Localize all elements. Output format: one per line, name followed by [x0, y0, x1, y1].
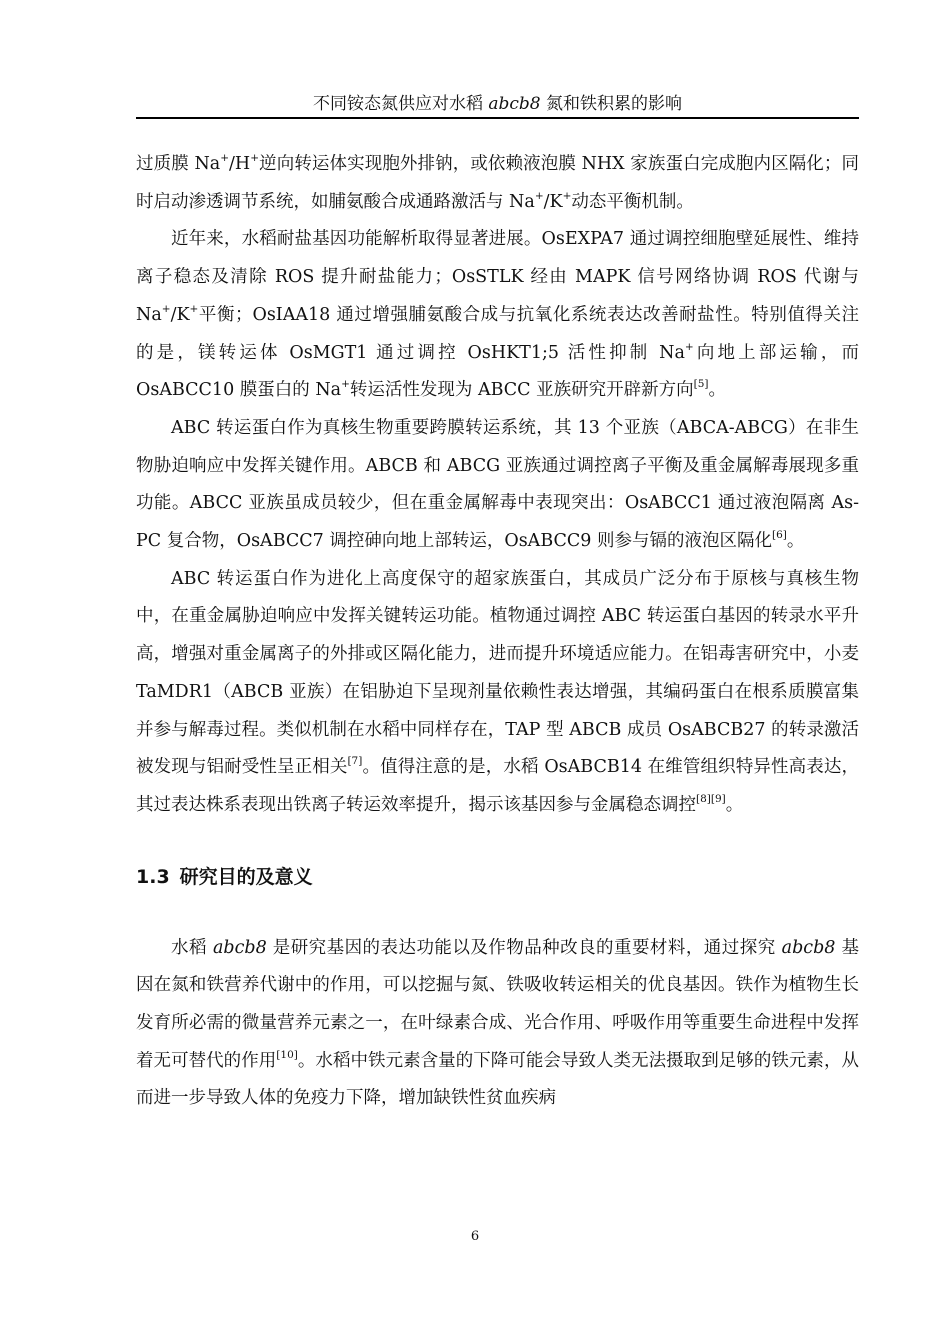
- text: 动态平衡机制。: [571, 191, 694, 212]
- gene-name: abcb8: [212, 937, 267, 958]
- text: /K: [170, 304, 190, 325]
- gene-name: abcb8: [781, 937, 836, 958]
- superscript: +: [684, 340, 694, 353]
- paragraph-4: [136, 561, 859, 825]
- citation: [7]: [347, 755, 363, 768]
- section-number: 1.3: [136, 865, 170, 888]
- superscript: +: [220, 152, 230, 165]
- section-heading: [136, 862, 859, 892]
- section-title: 研究目的及意义: [179, 865, 313, 888]
- text: 。: [708, 380, 726, 401]
- header-title-suffix: 氮和铁积累的影响: [540, 94, 683, 114]
- superscript: +: [189, 302, 199, 315]
- text: 。值得注意的是，水稻 OsABCB14 在维管组织特异性高表达，其过表达株系表现出铁离子转运效率提升，揭示该基因参与金属稳态调控: [136, 757, 860, 815]
- text: 水稻: [171, 937, 213, 958]
- paragraph-3: [136, 410, 859, 561]
- citation: [10]: [276, 1048, 298, 1061]
- page-number: 6: [470, 1229, 480, 1244]
- citation: [8][9]: [696, 793, 726, 806]
- header-title-prefix: 不同铵态氮供应对水稻: [312, 94, 489, 114]
- citation: [6]: [771, 529, 787, 542]
- text: 。: [786, 531, 805, 552]
- text: 基因在氮和铁营养代谢中的作用，可以挖掘与氮、铁吸收转运相关的优良基因。铁作为植物生长发育所必需的微量营养元素之一，在叶绿素合成、光合作用、呼吸作用等重要生命进程中发挥着无可替代的作用: [136, 937, 859, 1071]
- superscript: +: [534, 189, 544, 202]
- text: 是研究基因的表达功能以及作物品种改良的重要材料，通过探究: [266, 937, 782, 958]
- text: 。: [725, 794, 744, 815]
- text: /H: [229, 154, 251, 174]
- text: 逆向转运体实现胞外排钠，或依赖液泡膜 NHX 家族蛋白完成胞内区隔化；同时启动渗透调节系统，如脯氨酸合成通路激活与 Na: [136, 154, 860, 212]
- text: 向地上部运输，而 OsABCC10 膜蛋白的 Na: [136, 342, 859, 401]
- text: ABC 转运蛋白作为真核生物重要跨膜转运系统，其 13 个亚族（ABCA-ABCG）在非生物胁迫响应中发挥关键作用。ABCB 和 ABCG 亚族通过调控离子平衡及重金属解毒展现多重功能。ABCC 亚族虽成员较少，但在重金属解毒中表现突出：OsABCC1 通过液泡隔离 As-PC 复合物，OsABCC7 调控砷向地上部转运，OsABCC9 则参与镉的液泡区隔化: [136, 417, 859, 552]
- paragraph-1: [136, 146, 859, 221]
- text: 平衡；OsIAA18 通过增强脯氨酸合成与抗氧化系统表达改善耐盐性。特别值得关注的是，镁转运体 OsMGT1 通过调控 OsHKT1;5 活性抑制 Na: [136, 304, 859, 363]
- text: 过质膜 Na: [136, 154, 221, 174]
- page-body: [136, 146, 859, 1118]
- superscript: +: [562, 189, 572, 202]
- running-header: [136, 92, 859, 116]
- paragraph-2: [136, 221, 859, 410]
- superscript: +: [341, 378, 350, 391]
- text: 。水稻中铁元素含量的下降可能会导致人类无法摄取到足够的铁元素，从而进一步导致人体的免疫力下降，增加缺铁性贫血疾病: [136, 1050, 860, 1109]
- superscript: +: [161, 302, 171, 315]
- header-gene-name: abcb8: [488, 94, 541, 114]
- paragraph-5: [136, 930, 859, 1119]
- superscript: +: [250, 152, 260, 165]
- citation: [5]: [693, 378, 709, 391]
- text: /K: [543, 191, 563, 212]
- text: 转运活性发现为 ABCC 亚族研究开辟新方向: [349, 380, 694, 401]
- text: 近年来，水稻耐盐基因功能解析取得显著进展。OsEXPA7 通过调控细胞壁延展性、维持离子稳态及清除 ROS 提升耐盐能力；OsSTLK 经由 MAPK 信号网络协调 ROS 代谢与 Na: [136, 229, 859, 325]
- header-rule: [136, 117, 859, 119]
- text: ABC 转运蛋白作为进化上高度保守的超家族蛋白，其成员广泛分布于原核与真核生物中，在重金属胁迫响应中发挥关键转运功能。植物通过调控 ABC 转运蛋白基因的转录水平升高，增强对重金属离子的外排或区隔化能力，进而提升环境适应能力。在铝毒害研究中，小麦 TaMDR1（ABCB 亚族）在铝胁迫下呈现剂量依赖性表达增强，其编码蛋白在根系质膜富集并参与解毒过程。类似机制在水稻中同样存在，TAP 型 ABCB 成员 OsABCB27 的转录激活被发现与铝耐受性呈正相关: [136, 568, 859, 778]
